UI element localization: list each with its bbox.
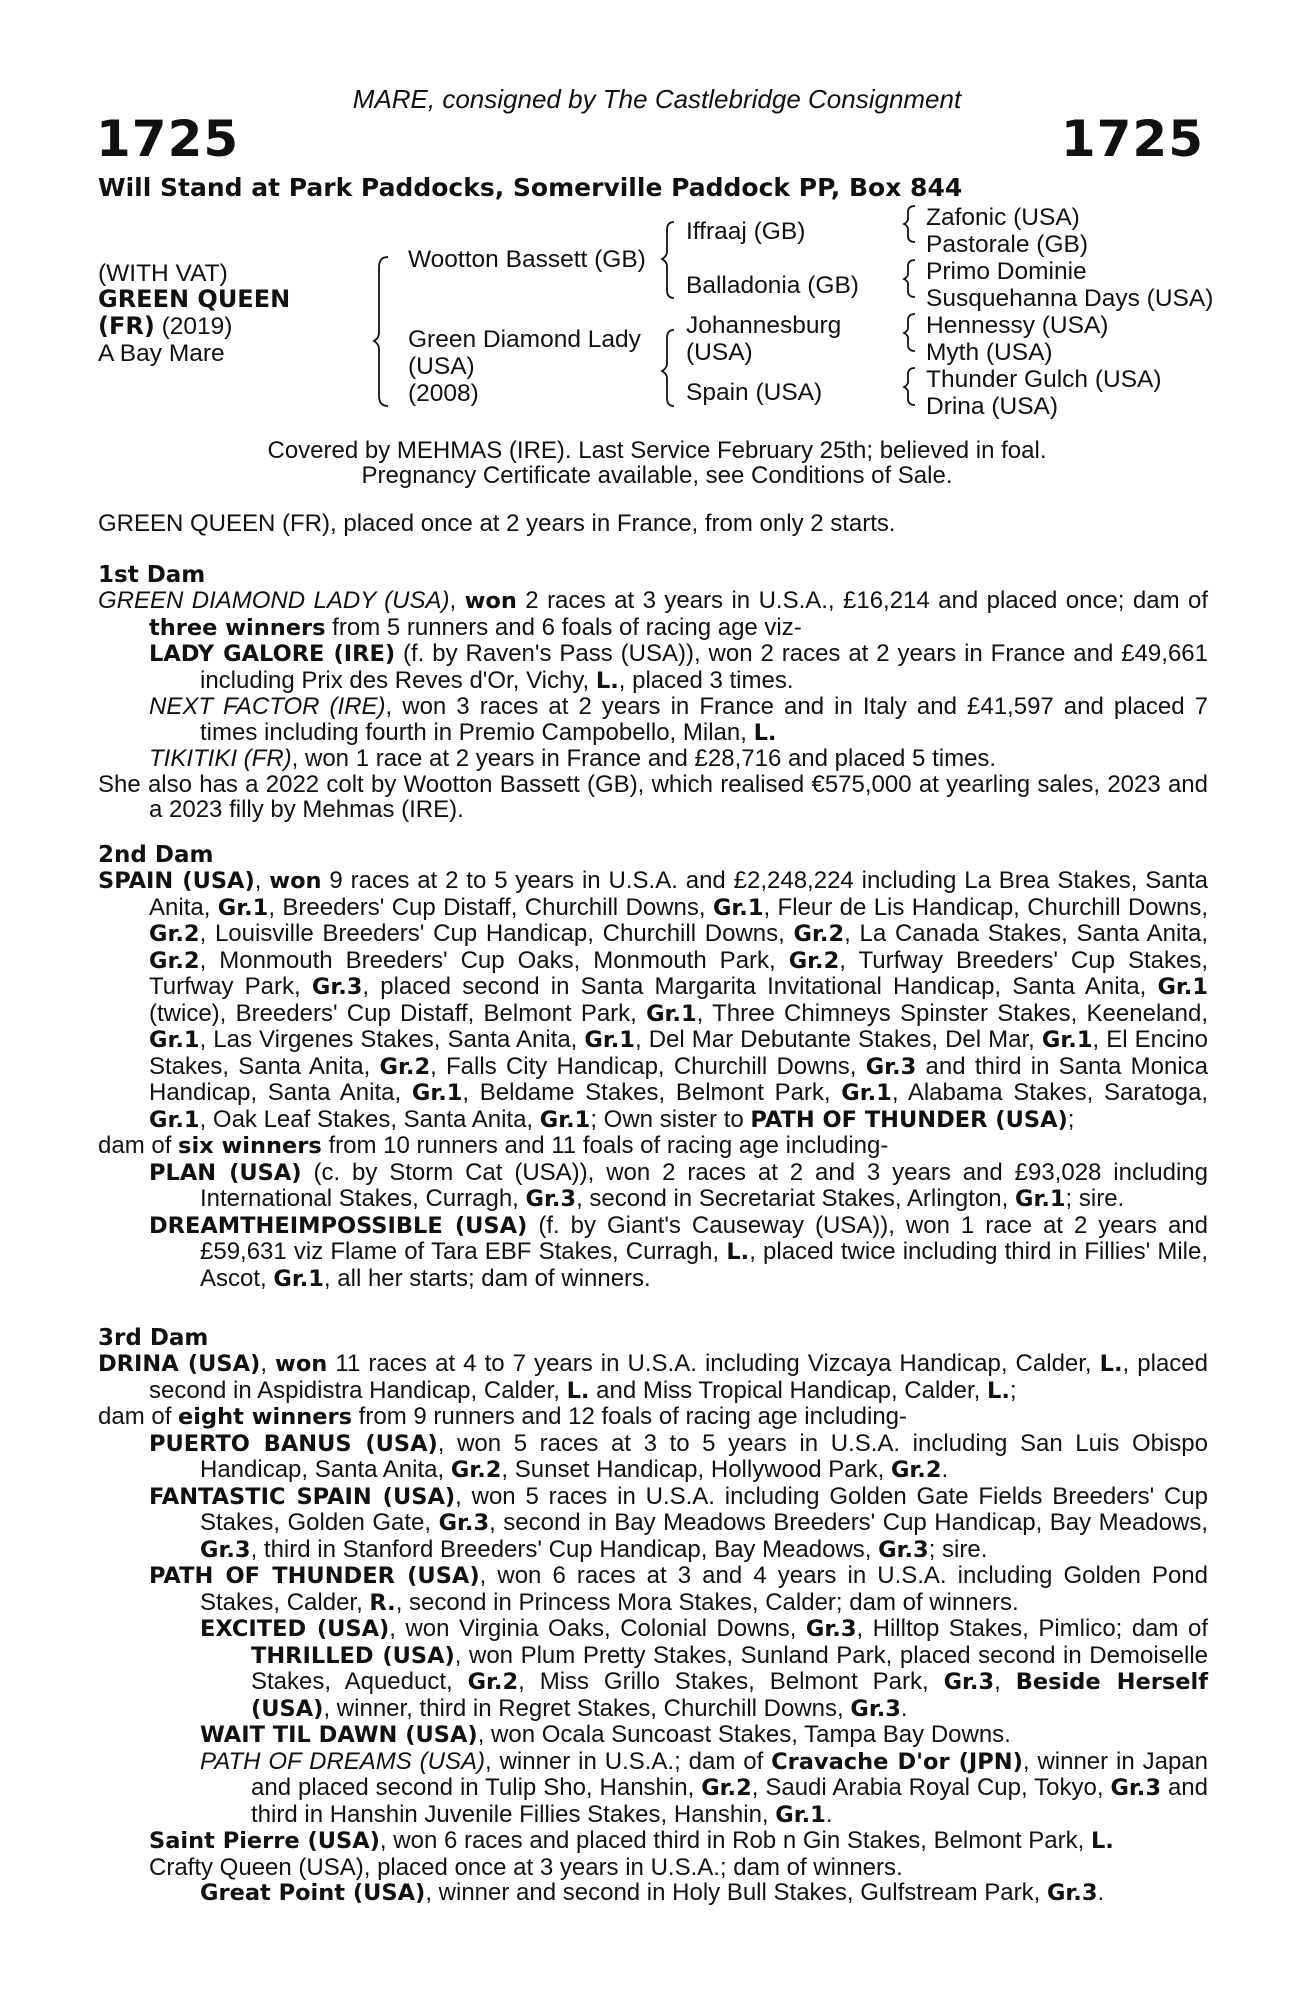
produce-entry: [98, 1616, 1208, 1722]
bold-text: Gr.2: [467, 1669, 519, 1695]
bold-text: won: [464, 588, 517, 614]
bracket-g2: [904, 260, 915, 297]
text-run: and third in Hanshin Juvenile Fillies Stakes, Hanshin,: [251, 1774, 1208, 1828]
bold-text: Gr.1: [411, 1080, 463, 1106]
produce-entry: [98, 1880, 1208, 1907]
text-run: , Falls City Handicap, Churchill Downs,: [430, 1052, 866, 1080]
bold-text: Gr.3: [850, 1695, 901, 1722]
dam-sire-line1: Johannesburg: [686, 312, 842, 339]
bold-text: Gr.3: [1110, 1775, 1162, 1801]
lot-number-left: 1725: [96, 110, 240, 168]
gen3-2: Pastorale (GB): [926, 231, 1089, 258]
text-run: , Hilltop Stakes, Pimlico; dam of: [856, 1615, 1208, 1642]
text-run: , winner and second in Holy Bull Stakes, Gulfstream Park,: [425, 1879, 1047, 1906]
italic-text: GREEN DIAMOND LADY (USA): [98, 587, 450, 614]
text-run: , won 6 races and placed third in Rob n Gin Stakes, Belmont Park,: [379, 1827, 1091, 1854]
first-dam-heading: 1st Dam: [98, 562, 206, 588]
text-run: , Miss Grillo Stakes, Belmont Park,: [518, 1668, 944, 1695]
text-run: ; Own sister to: [590, 1105, 751, 1133]
text-run: , Three Chimneys Spinster Stakes, Keeneland,: [696, 999, 1208, 1027]
text-run: 11 races at 4 to 7 years in U.S.A. including Vizcaya Handicap, Calder,: [327, 1350, 1100, 1377]
text-run: and Miss Tropical Handicap, Calder,: [589, 1376, 987, 1404]
sire-sire: Iffraaj (GB): [686, 218, 806, 245]
bracket-sire: [662, 222, 674, 298]
produce-entry: [98, 746, 1208, 772]
bold-text: Gr.1: [1157, 974, 1208, 1000]
bold-text: Beside Herself (USA): [251, 1669, 1208, 1722]
bold-text: L.: [726, 1239, 750, 1265]
bold-text: Gr.1: [775, 1801, 826, 1828]
bold-text: Gr.2: [149, 921, 200, 947]
bold-text: Gr.3: [200, 1536, 251, 1563]
text-run: , Sunset Handicap, Hollywood Park,: [501, 1456, 891, 1483]
gen3-3: Primo Dominie: [926, 258, 1087, 285]
sire-dam: Balladonia (GB): [686, 272, 859, 299]
text-run: , Turfway Breeders' Cup Stakes, Turfway Park,: [149, 946, 1208, 1000]
bold-text: L.: [566, 1377, 590, 1404]
text-run: , winner, third in Regret Stakes, Churchill Downs,: [323, 1694, 851, 1722]
text-run: .: [900, 1694, 908, 1722]
bold-text: Gr.3: [311, 974, 363, 1000]
bold-text: PUERTO BANUS (USA): [149, 1430, 438, 1457]
bracket-g3: [904, 314, 915, 351]
text-run: , won Plum Pretty Stakes, Sunland Park, placed second in Demoiselle Stakes, Aqueduct,: [251, 1641, 1209, 1695]
horse-name-line2: [98, 313, 232, 340]
gen3-5: Hennessy (USA): [926, 312, 1109, 339]
text-run: (f. by Giant's Causeway (USA)), won 1 race at 2 years and £59,631 viz Flame of Tara EBF Stakes, Curragh,: [200, 1211, 1208, 1265]
bracket-g4: [904, 368, 915, 405]
bold-text: Gr.3: [805, 1616, 857, 1642]
text-run: , won 6 races at 3 and 4 years in U.S.A. including Golden Pond Stakes, Calder,: [200, 1562, 1209, 1616]
text-run: , second in Bay Meadows Breeders' Cup Handicap, Bay Meadows,: [489, 1509, 1208, 1536]
text-run: .: [941, 1456, 949, 1483]
pregnancy-line: Pregnancy Certificate available, see Conditions of Sale.: [361, 462, 953, 489]
bold-text: PATH OF THUNDER (USA): [750, 1106, 1068, 1133]
bold-text: Gr.1: [1041, 1027, 1093, 1053]
intro-line: GREEN QUEEN (FR), placed once at 2 years in France, from only 2 starts.: [98, 510, 896, 537]
text-run: (c. by Storm Cat (USA)), won 2 races at 2 and 3 years and £93,028 including International Stakes, Curragh,: [200, 1158, 1208, 1212]
gen3-7: Thunder Gulch (USA): [926, 366, 1162, 393]
italic-text: NEXT FACTOR (IRE): [149, 693, 386, 720]
bold-text: SPAIN (USA): [98, 868, 255, 894]
bold-text: Gr.2: [379, 1053, 431, 1080]
produce-entry: [98, 1828, 1208, 1855]
text-run: , won 5 races at 3 to 5 years in U.S.A. including San Luis Obispo Handicap, Santa Anita,: [200, 1429, 1208, 1483]
bold-text: Gr.1: [1014, 1186, 1066, 1212]
text-run: , third in Stanford Breeders' Cup Handicap, Bay Meadows,: [250, 1535, 879, 1563]
bold-text: Gr.1: [149, 1027, 200, 1053]
text-run: , winner in Japan and placed second in Tulip Sho, Hanshin,: [251, 1747, 1208, 1801]
text-run: , Breeders' Cup Distaff, Churchill Downs,: [268, 893, 713, 921]
bold-text: Gr.2: [149, 947, 200, 974]
bold-text: Gr.2: [450, 1457, 502, 1483]
produce-entry: [98, 1160, 1208, 1213]
text-run: ,: [260, 1350, 276, 1377]
bold-text: L.: [1099, 1351, 1123, 1377]
dam-sire-line2: (USA): [686, 339, 753, 366]
bold-text: Gr.2: [701, 1775, 752, 1801]
text-run: from 5 runners and 6 foals of racing age viz-: [325, 613, 802, 641]
bold-text: L.: [753, 719, 777, 746]
text-run: , Fleur de Lis Handicap, Churchill Downs,: [763, 893, 1208, 921]
text-run: (f. by Raven's Pass (USA)), won 2 races at 2 years in France and £49,661 including Prix des Reves d'Or, Vichy,: [200, 640, 1208, 694]
produce-entry: [98, 1855, 1208, 1881]
bold-text: THRILLED (USA): [251, 1642, 455, 1669]
bold-text: Cravache D'or (JPN): [771, 1748, 1023, 1775]
text-run: , placed second in Aspidistra Handicap, Calder,: [149, 1350, 1208, 1404]
text-run: , placed twice including third in Fillies' Mile, Ascot,: [200, 1238, 1209, 1292]
also-has-para: [98, 772, 1208, 823]
second-dam-heading: 2nd Dam: [98, 842, 214, 868]
text-run: .: [1097, 1879, 1105, 1906]
covered-line: Covered by MEHMAS (IRE). Last Service February 25th; believed in foal.: [267, 437, 1047, 464]
first-dam-para: [98, 588, 1208, 641]
text-run: , El Encino Stakes, Santa Anita,: [149, 1026, 1209, 1080]
bold-text: Gr.1: [712, 894, 764, 921]
bold-text: six winners: [178, 1133, 322, 1159]
bold-text: Great Point (USA): [200, 1880, 426, 1906]
bold-text: Gr.1: [539, 1106, 591, 1133]
italic-text: PATH OF DREAMS (USA): [200, 1747, 486, 1775]
text-run: She also has a 2022 colt by Wootton Bassett (GB), which realised €575,000 at yearling sales, 2023 and a 2023 filly by Mehmas (IRE).: [98, 770, 1208, 823]
bold-text: Gr.2: [890, 1457, 942, 1483]
text-run: , Monmouth Breeders' Cup Oaks, Monmouth Park,: [199, 946, 789, 974]
dam-line3: (2008): [408, 380, 479, 407]
lot-number-right: 1725: [1060, 110, 1204, 168]
text-run: (twice), Breeders' Cup Distaff, Belmont Park,: [149, 999, 647, 1027]
bold-text: L.: [1090, 1828, 1114, 1854]
gen3-1: Zafonic (USA): [926, 204, 1080, 231]
text-run: Crafty Queen (USA), placed once at 3 years in U.S.A.; dam of winners.: [149, 1853, 903, 1881]
text-run: from 10 runners and 11 foals of racing age including-: [321, 1132, 889, 1159]
produce-entry: [98, 694, 1208, 746]
first-dam-section: [98, 562, 1208, 823]
bracket-g1: [904, 206, 915, 242]
produce-entry: [98, 1431, 1208, 1484]
bold-text: R.: [369, 1589, 396, 1616]
text-run: , won Virginia Oaks, Colonial Downs,: [389, 1615, 806, 1642]
text-run: ; sire.: [928, 1535, 988, 1563]
bold-text: Gr.3: [865, 1053, 917, 1080]
text-run: ,: [254, 867, 270, 894]
bold-text: Gr.3: [525, 1186, 577, 1212]
italic-text: TIKITIKI (FR): [149, 745, 292, 772]
text-run: , Saudi Arabia Royal Cup, Tokyo,: [751, 1774, 1111, 1801]
text-run: and third in Santa Monica Handicap, Santa Anita,: [149, 1052, 1209, 1106]
bold-text: Gr.1: [217, 894, 269, 921]
bold-text: eight winners: [178, 1404, 353, 1430]
bracket-dam: [662, 330, 674, 406]
text-run: ; sire.: [1065, 1185, 1125, 1212]
text-run: .: [825, 1800, 833, 1828]
text-run: , placed 3 times.: [618, 666, 794, 694]
text-run: , second in Secretariat Stakes, Arlington,: [576, 1185, 1015, 1212]
bold-text: won: [275, 1351, 328, 1377]
text-run: , winner in U.S.A.; dam of: [485, 1747, 772, 1775]
bold-text: Gr.3: [438, 1510, 490, 1536]
text-run: dam of: [98, 1403, 179, 1430]
bold-text: won: [269, 868, 322, 894]
bold-text: Gr.1: [149, 1106, 200, 1133]
text-run: 2 races at 3 years in U.S.A., £16,214 and placed once; dam of: [516, 587, 1209, 614]
text-run: , placed second in Santa Margarita Invitational Handicap, Santa Anita,: [362, 973, 1158, 1000]
bold-text: Gr.2: [788, 947, 840, 974]
text-run: , Louisville Breeders' Cup Handicap, Churchill Downs,: [199, 920, 794, 947]
bold-text: Gr.3: [878, 1536, 929, 1563]
horse-description: A Bay Mare: [98, 340, 225, 367]
dam-of-line: [98, 1133, 1208, 1160]
bold-text: Gr.1: [273, 1265, 324, 1292]
text-run: from 9 runners and 12 foals of racing age including-: [352, 1403, 908, 1430]
stand-location: Will Stand at Park Paddocks, Somerville Paddock PP, Box 844: [98, 173, 963, 202]
text-run: , Del Mar Debutante Stakes, Del Mar,: [634, 1026, 1042, 1053]
text-run: ;: [1009, 1376, 1017, 1404]
gen3-6: Myth (USA): [926, 339, 1053, 366]
produce-entry: [98, 1484, 1208, 1564]
text-run: , won 3 races at 2 years in France and in Italy and £41,597 and placed 7 times including fourth in Premio Campobello, Milan,: [200, 693, 1208, 746]
dam-dam: Spain (USA): [686, 379, 823, 406]
produce-entry: [98, 1213, 1208, 1293]
second-dam-para: [98, 868, 1208, 1133]
bold-text: Gr.3: [943, 1669, 995, 1695]
text-run: , all her starts; dam of winners.: [323, 1264, 651, 1292]
text-run: , won 1 race at 2 years in France and £28,716 and placed 5 times.: [291, 745, 997, 772]
bold-text: LADY GALORE (IRE): [149, 641, 396, 667]
consignor-line: MARE, consigned by The Castlebridge Consignment: [352, 84, 962, 114]
bold-text: L.: [987, 1377, 1010, 1404]
text-run: , won Ocala Suncoast Stakes, Tampa Bay Downs.: [477, 1721, 1011, 1748]
bold-text: PLAN (USA): [149, 1159, 302, 1186]
produce-entry: [98, 1749, 1208, 1829]
bold-text: DREAMTHEIMPOSSIBLE (USA): [149, 1212, 528, 1239]
text-run: , Beldame Stakes, Belmont Park,: [462, 1079, 842, 1106]
text-run: , Alabama Stakes, Saratoga,: [891, 1079, 1209, 1106]
produce-entry: [98, 641, 1208, 694]
bold-text: Gr.1: [841, 1080, 892, 1106]
text-run: ,: [994, 1668, 1016, 1695]
bold-text: three winners: [149, 614, 326, 641]
horse-year: (2019): [154, 313, 233, 340]
produce-entry: [98, 1722, 1208, 1749]
dam-line2: (USA): [408, 353, 475, 380]
produce-entry: [98, 1563, 1208, 1616]
third-dam-heading: 3rd Dam: [98, 1325, 209, 1351]
text-run: , won 5 races in U.S.A. including Golden Gate Fields Breeders' Cup Stakes, Golden Gate,: [200, 1482, 1208, 1536]
third-dam-para: [98, 1351, 1208, 1404]
bold-text: PATH OF THUNDER (USA): [149, 1563, 480, 1589]
bold-text: FANTASTIC SPAIN (USA): [149, 1483, 456, 1510]
bold-text: Gr.3: [1046, 1880, 1098, 1906]
gen3-8: Drina (USA): [926, 393, 1059, 420]
text-run: dam of: [98, 1132, 179, 1159]
gen3-4: Susquehanna Days (USA): [926, 285, 1214, 312]
horse-name: GREEN QUEEN: [98, 285, 291, 313]
second-dam-section: [98, 842, 1208, 1292]
text-run: , Oak Leaf Stakes, Santa Anita,: [199, 1105, 540, 1133]
bold-text: Gr.2: [793, 921, 845, 947]
text-run: 9 races at 2 to 5 years in U.S.A. and £2,248,224 including La Brea Stakes, Santa Anita,: [149, 867, 1208, 921]
bold-text: L.: [595, 667, 619, 694]
bold-text: Gr.1: [584, 1027, 635, 1053]
dam-line1: Green Diamond Lady: [408, 326, 641, 353]
text-run: ,: [449, 587, 465, 614]
bold-text: Saint Pierre (USA): [149, 1828, 380, 1854]
bold-text: DRINA (USA): [98, 1351, 261, 1377]
bracket-gen1: [374, 257, 388, 406]
bold-text: Gr.1: [646, 1000, 697, 1027]
third-dam-section: [98, 1325, 1208, 1907]
text-run: ;: [1067, 1105, 1075, 1133]
horse-country: (FR): [98, 312, 155, 340]
sire: Wootton Bassett (GB): [408, 246, 646, 273]
text-run: , second in Princess Mora Stakes, Calder; dam of winners.: [395, 1588, 1019, 1616]
dam-of-line: [98, 1404, 1208, 1431]
text-run: , Las Virgenes Stakes, Santa Anita,: [199, 1026, 585, 1053]
bold-text: EXCITED (USA): [200, 1616, 390, 1642]
horse-vat: (WITH VAT): [98, 260, 228, 287]
text-run: , La Canada Stakes, Santa Anita,: [844, 920, 1209, 947]
bold-text: WAIT TIL DAWN (USA): [200, 1722, 478, 1748]
